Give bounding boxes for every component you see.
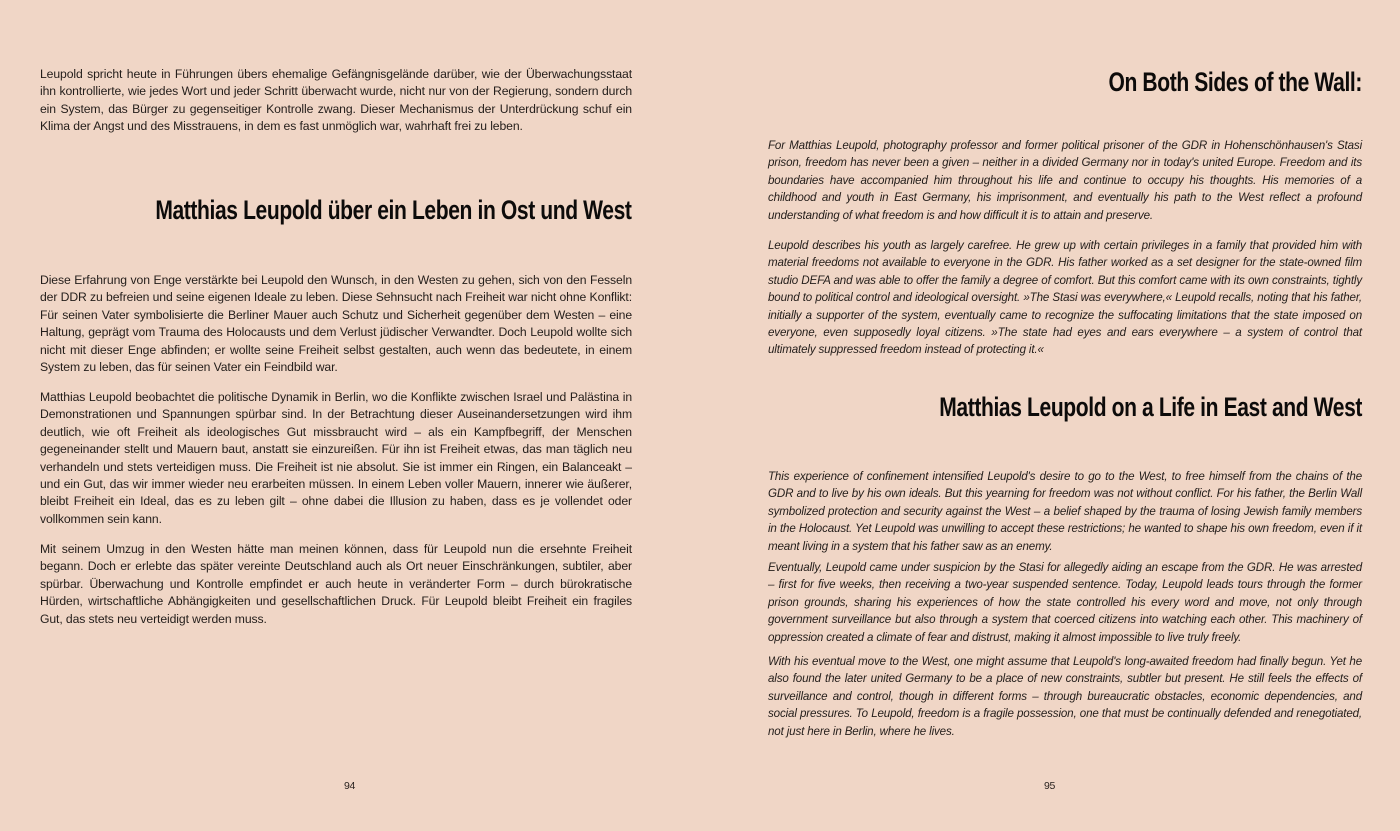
left-paragraph-2: Diese Erfahrung von Enge verstärkte bei Leupold den Wunsch, in den Westen zu gehen, sich von den Fesseln der DDR zu befreien und seine eigenen Ideale zu leben. Diese Sehnsucht nach Freiheit war nicht ohne Konflikt: Für seinen Vater symbolisierte die Berliner Mauer auch Schutz und Sicherheit gegenüber dem Westen – eine Haltung, geprägt vom Trauma des Holocausts und dem Verlust jüdischer Verwandter. Doch Leupold wollte sich nicht mit dieser Enge abfinden; er wollte seine Freiheit selbst gestalten, auch wenn das bedeutete, in einem System zu leben, das für seinen Vater ein Feindbild war. [40, 273, 632, 375]
left-paragraph-1: Leupold spricht heute in Führungen übers ehemalige Gefängnisgelände darüber, wie der Überwachungsstaat ihn kontrollierte, wie jedes Wort und jeder Schritt überwacht wurde, nicht nur von der Regierung, sondern durch ein System, das Bürger zu gegenseitiger Kontrolle zwang. Dieser Mechanismus der Unterdrückung schuf ein Klima der Angst und des Misstrauens, in dem es fast unmöglich war, wahrhaft frei zu leben. [40, 67, 632, 134]
right-paragraph-1: For Matthias Leupold, photography professor and former political prisoner of the GDR in Hohenschönhausen's Stasi prison, freedom has never been a given – neither in a divided Germany nor in today's united Europe. Freedom and its boundaries have accompanied him throughout his life and continue to occupy his thoughts. His memories of a childhood and youth in East Germany, his imprisonment, and eventually his path to the West reflect a profound understanding of what freedom is and how difficult it is to attain and preserve. [768, 139, 1362, 222]
right-paragraph-4: Eventually, Leupold came under suspicion by the Stasi for allegedly aiding an escape from the GDR. He was arrested – first for five weeks, then receiving a two-year suspended sentence. Today, Leupold leads tours through the former prison grounds, sharing his experiences of how the state controlled his every word and move, not only through government surveillance but also through a system that coerced citizens into watching each other. This machinery of oppression created a climate of fear and distrust, making it almost impossible to live truly freely. [768, 561, 1362, 644]
article-title: On Both Sides of the Wall: [1108, 67, 1362, 97]
right-section-heading: Matthias Leupold on a Life in East and West [939, 392, 1362, 422]
right-page-95 [768, 0, 1362, 831]
page-number-left: 94 [344, 780, 356, 792]
left-paragraph-3: Matthias Leupold beobachtet die politische Dynamik in Berlin, wo die Konflikte zwischen Israel und Palästina in Demonstrationen und Spannungen spürbar sind. In der Betrachtung dieser Auseinandersetzungen wird ihm deutlich, wie oft Freiheit als ideologisches Gut missbraucht wird – als ein Kampfbegriff, der Menschen gegeneinander stellt und Mauern baut, anstatt sie einzureißen. Für ihn ist Freiheit etwas, das man täglich neu verhandeln und stets verteidigen muss. Die Freiheit ist nie absolut. Sie ist immer ein Ringen, ein Balanceakt – und ein Gut, das wir immer wieder neu erarbeiten müssen. In einem Leben voller Mauern, innerer wie äußerer, bleibt Freiheit ein Ideal, das es zu leben gilt – ohne dabei die Illusion zu haben, dass es je vollendet oder vollkommen sein kann. [40, 390, 632, 526]
left-section-heading: Matthias Leupold über ein Leben in Ost und West [155, 195, 632, 225]
right-paragraph-2: Leupold describes his youth as largely carefree. He grew up with certain privileges in a family that provided him with material freedoms not available to everyone in the GDR. His father worked as a set designer for the state-owned film studio DEFA and was able to offer the family a degree of comfort. But this comfort came with its own constraints, tightly bound to political control and ideological oversight. »The Stasi was everywhere,« Leupold recalls, noting that his father, initially a supporter of the system, eventually came to recognize the suffocating limitations that the state imposed on everyone, even supposedly loyal citizens. »The state had eyes and ears everywhere – a system of control that ultimately suppressed freedom instead of protecting it.« [768, 239, 1362, 357]
right-paragraph-3: This experience of confinement intensified Leupold's desire to go to the West, to free himself from the chains of the GDR and to live by his own ideals. But this yearning for freedom was not without conflict. For his father, the Berlin Wall symbolized protection and security against the West – a belief shaped by the trauma of losing Jewish family members in the Holocaust. Yet Leupold was unwilling to accept these restrictions; he wanted to shape his own freedom, even if it meant living in a system that his father saw as an enemy. [768, 470, 1362, 553]
left-page-94 [40, 0, 632, 831]
right-paragraph-5: With his eventual move to the West, one might assume that Leupold's long-awaited freedom had finally begun. Yet he also found the later united Germany to be a place of new constraints, subtler but present. He still feels the effects of surveillance and control, though in different forms – through bureaucratic obstacles, economic dependencies, and social pressures. To Leupold, freedom is a fragile possession, one that must be continually defended and renegotiated, not just here in Berlin, where he lives. [768, 655, 1362, 738]
left-paragraph-4: Mit seinem Umzug in den Westen hätte man meinen können, dass für Leupold nun die ersehnte Freiheit begann. Doch er erlebte das später vereinte Deutschland auch als Ort neuer Einschränkungen, subtiler, aber spürbar. Überwachung und Kontrolle empfindet er auch heute in veränderter Form – durch bürokratische Hürden, wirtschaftliche Abhängigkeiten und gesellschaftlichen Druck. Für Leupold bleibt Freiheit ein fragiles Gut, das stets neu verteidigt werden muss. [40, 542, 632, 626]
page-number-right: 95 [1044, 780, 1056, 792]
